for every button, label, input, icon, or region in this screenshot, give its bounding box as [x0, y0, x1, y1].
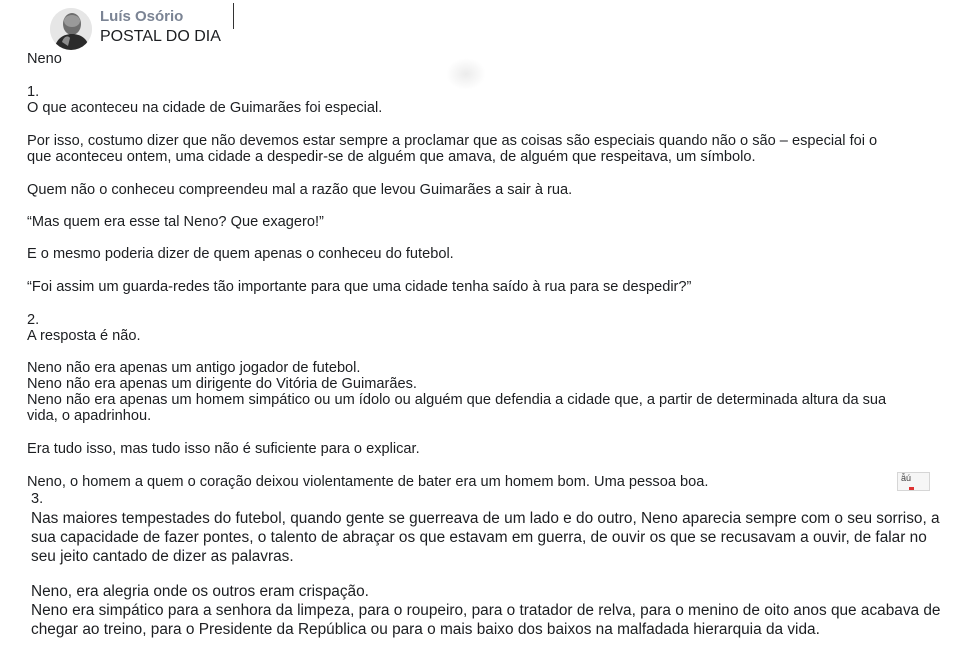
paragraph-line: sua capacidade de fazer pontes, o talento de abraçar os que estavam em guerra, de ouvir os que se recusavam a ouvir, de falar no — [31, 529, 927, 546]
paragraph-line: Nas maiores tempestades do futebol, quando gente se guerreava de um lado e do outro, Neno aparecia sempre com o seu sorriso, a — [31, 510, 940, 527]
paragraph-line: Neno era simpático para a senhora da limpeza, para o roupeiro, para o tratador de relva, para o menino de oito anos que acabava de — [31, 602, 941, 619]
post-header — [50, 6, 240, 52]
paragraph-line: vida, o apadrinhou. — [27, 408, 152, 424]
author-photo-icon — [50, 8, 92, 50]
author-avatar[interactable] — [50, 8, 92, 50]
author-name[interactable]: Luís Osório — [100, 8, 184, 25]
thumbnail-mark — [909, 487, 914, 490]
paragraph-line: Por isso, costumo dizer que não devemos estar sempre a proclamar que as coisas são especiais quando não o são – especial foi o — [27, 133, 878, 149]
embedded-thumbnail[interactable] — [897, 472, 930, 491]
text-cursor — [233, 3, 234, 29]
paragraph: E o mesmo poderia dizer de quem apenas o conheceu do futebol. — [27, 246, 454, 262]
paragraph: Neno, o homem a quem o coração deixou violentamente de bater era um homem bom. Uma pessoa boa. — [27, 474, 709, 490]
quote: “Mas quem era esse tal Neno? Que exagero!” — [27, 214, 324, 230]
paragraph-line: seu jeito cantado de dizer as palavras. — [31, 548, 294, 565]
paragraph-line: Neno não era apenas um antigo jogador de futebol. — [27, 360, 361, 376]
paragraph-line: que aconteceu ontem, uma cidade a despedir-se de alguém que amava, de alguém que respeitava, um símbolo. — [27, 149, 756, 165]
section-number: 2. — [27, 312, 40, 328]
paragraph-line: chegar ao treino, para o Presidente da República ou para o mais baixo dos baixos na malfadada hierarquia da vida. — [31, 621, 820, 638]
thumbnail-text: ẫú — [901, 473, 912, 483]
section-number: 1. — [27, 84, 40, 100]
paragraph: Era tudo isso, mas tudo isso não é suficiente para o explicar. — [27, 441, 420, 457]
paragraph-line: Neno não era apenas um dirigente do Vitória de Guimarães. — [27, 376, 417, 392]
paragraph-line: Neno, era alegria onde os outros eram crispação. — [31, 583, 369, 600]
post-title: POSTAL DO DIA — [100, 28, 221, 45]
section-number: 3. — [31, 491, 44, 507]
paragraph: Quem não o conheceu compreendeu mal a razão que levou Guimarães a sair à rua. — [27, 182, 573, 198]
paragraph: A resposta é não. — [27, 328, 141, 344]
quote: “Foi assim um guarda-redes tão importante para que uma cidade tenha saído à rua para se despedir?” — [27, 279, 692, 295]
paragraph-line: Neno não era apenas um homem simpático ou um ídolo ou alguém que defendia a cidade que, a partir de determinada altura da sua — [27, 392, 887, 408]
paragraph: O que aconteceu na cidade de Guimarães foi especial. — [27, 100, 383, 116]
post-heading: Neno — [27, 51, 62, 67]
background-smudge — [446, 58, 486, 90]
